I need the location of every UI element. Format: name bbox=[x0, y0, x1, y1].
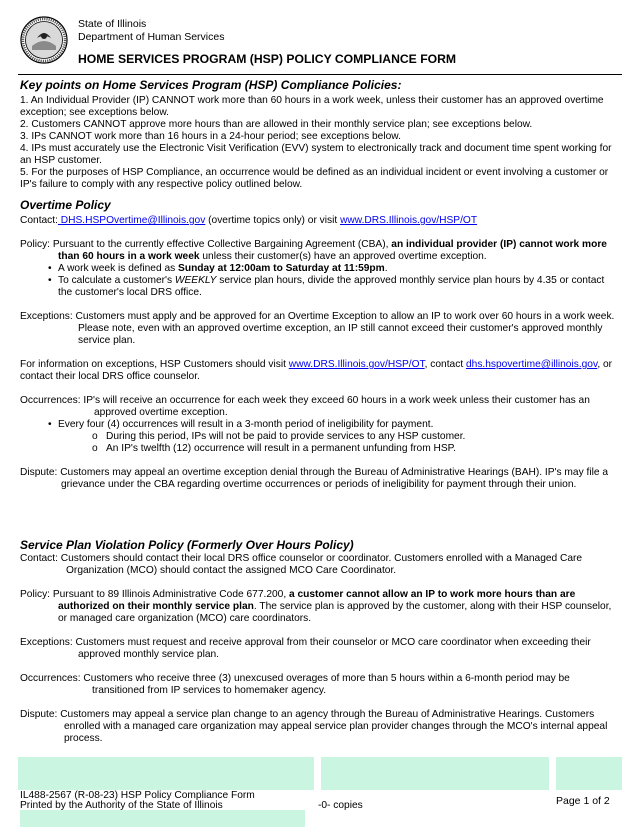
form-field[interactable] bbox=[18, 757, 314, 790]
overtime-info: For information on exceptions, HSP Customers should visit www.DRS.Illinois.gov/HSP/OT, contact dhs.hspovertime@illinois.gov, or contact their local DRS office counselor. bbox=[20, 359, 613, 382]
overtime-url-link[interactable]: www.DRS.Illinois.gov/HSP/OT bbox=[340, 215, 478, 226]
key-points-section bbox=[20, 79, 620, 191]
overtime-contact: Contact: DHS.HSPOvertime@Illinois.gov (overtime topics only) or visit www.DRS.Illinois.gov/HSP/OT bbox=[20, 215, 478, 226]
service-plan-policy: Policy: Pursuant to 89 Illinois Administrative Code 677.200, a customer cannot allow an IP to work more hours than are authorized on their monthly service plan. The service plan is approved by the customer, along with their HSP counselor, or managed care organization (MCO) care coordinators. bbox=[20, 589, 612, 624]
key-point-item: 3. IPs CANNOT work more than 16 hours in a 24-hour period; see exceptions below. bbox=[20, 131, 401, 142]
occurrence-bullet: • Every four (4) occurrences will result in a 3-month period of ineligibility for payment. bbox=[48, 419, 434, 430]
key-point-item: 2. Customers CANNOT approve more hours than are allowed in their monthly service plan; see exceptions below. bbox=[20, 119, 533, 130]
form-field[interactable] bbox=[20, 810, 305, 827]
service-plan-heading: Service Plan Violation Policy (Formerly Over Hours Policy) bbox=[20, 538, 354, 552]
overtime-bullet: • A work week is defined as Sunday at 12:00am to Saturday at 11:59pm. bbox=[48, 263, 388, 274]
info-url-link[interactable]: www.DRS.Illinois.gov/HSP/OT bbox=[288, 359, 425, 370]
key-point-item: 5. For the purposes of HSP Compliance, an occurrence would be defined as an individual incident or event involving a customer or IP's failure to comply with any respective policy outlined below. bbox=[20, 167, 609, 190]
key-point-item: 1. An Individual Provider (IP) CANNOT work more than 60 hours in a work week, unless their customer has an approved overtime exception; see exceptions below. bbox=[20, 95, 604, 118]
overtime-email-link[interactable]: DHS.HSPOvertime@Illinois.gov bbox=[57, 215, 206, 226]
state-seal-icon bbox=[20, 16, 68, 64]
footer-form-number: IL488-2567 (R-08-23) HSP Policy Compliance Form bbox=[20, 790, 255, 801]
occurrence-sub-bullet: o During this period, IPs will not be paid to provide services to any HSP customer. bbox=[92, 431, 466, 442]
form-field[interactable] bbox=[321, 757, 549, 790]
service-plan-exceptions: Exceptions: Customers must request and receive approval from their counselor or MCO care coordinator when exceeding their approved monthly service plan. bbox=[20, 637, 591, 660]
info-email-link[interactable]: dhs.hspovertime@illinois.gov bbox=[465, 359, 598, 370]
form-title: HOME SERVICES PROGRAM (HSP) POLICY COMPLIANCE FORM bbox=[78, 52, 457, 66]
overtime-section bbox=[20, 199, 620, 491]
overtime-bullet: • To calculate a customer's WEEKLY service plan hours, divide the approved monthly service plan hours by 4.35 or contact the customer's local DRS office. bbox=[48, 275, 605, 298]
footer-printed-by: Printed by the Authority of the State of Illinois bbox=[20, 800, 223, 811]
overtime-policy: Policy: Pursuant to the currently effective Collective Bargaining Agreement (CBA), an individual provider (IP) cannot work more than 60 hours in a work week unless their customer(s) have an approved overtime exception. bbox=[20, 239, 607, 262]
overtime-dispute: Dispute: Customers may appeal an overtime exception denial through the Bureau of Administrative Hearings (BAH). IP's may file a grievance under the CBA regarding overtime occurrences or periods of ineligibility for payment through their union. bbox=[20, 467, 609, 490]
footer-copies: -0- copies bbox=[318, 800, 363, 811]
service-plan-dispute: Dispute: Customers may appeal a service plan change to an agency through the Bureau of Administrative Hearings. Customers enrolled with a managed care organization may appeal service plan provider changes through the MCO's internal appeal process. bbox=[20, 709, 608, 744]
key-points-heading: Key points on Home Services Program (HSP) Compliance Policies: bbox=[20, 78, 402, 92]
footer-page-number: Page 1 of 2 bbox=[556, 795, 610, 807]
service-plan-occurrences: Occurrences: Customers who receive three (3) unexcused overages of more than 5 hours within a 6-month period may be transitioned from IP services to homemaker agency. bbox=[20, 673, 570, 696]
service-plan-section bbox=[20, 539, 620, 745]
overtime-exceptions: Exceptions: Customers must apply and be approved for an Overtime Exception to allow an IP to work over 60 hours in a work week. Please note, even with an approved overtime exception, an IP still cannot exceed their customer's approved monthly service plan. bbox=[20, 311, 615, 346]
service-plan-contact: Contact: Customers should contact their local DRS office counselor or coordinator. Customers enrolled with a Managed Care Organization (MCO) should contact the assigned MCO Care Coordinator. bbox=[20, 553, 583, 576]
key-point-item: 4. IPs must accurately use the Electronic Visit Verification (EVV) system to electronically track and document time spent working for an HSP customer. bbox=[20, 143, 612, 166]
overtime-occurrences: Occurrences: IP's will receive an occurrence for each week they exceed 60 hours in a work week unless their customer has an approved overtime exception. bbox=[20, 395, 590, 418]
header-divider bbox=[18, 74, 622, 75]
overtime-heading: Overtime Policy bbox=[20, 198, 111, 212]
header-department: Department of Human Services bbox=[78, 31, 225, 43]
occurrence-sub-bullet: o An IP's twelfth (12) occurrence will result in a permanent unfunding from HSP. bbox=[92, 443, 456, 454]
header-state: State of Illinois bbox=[78, 18, 147, 30]
form-field[interactable] bbox=[556, 757, 622, 790]
